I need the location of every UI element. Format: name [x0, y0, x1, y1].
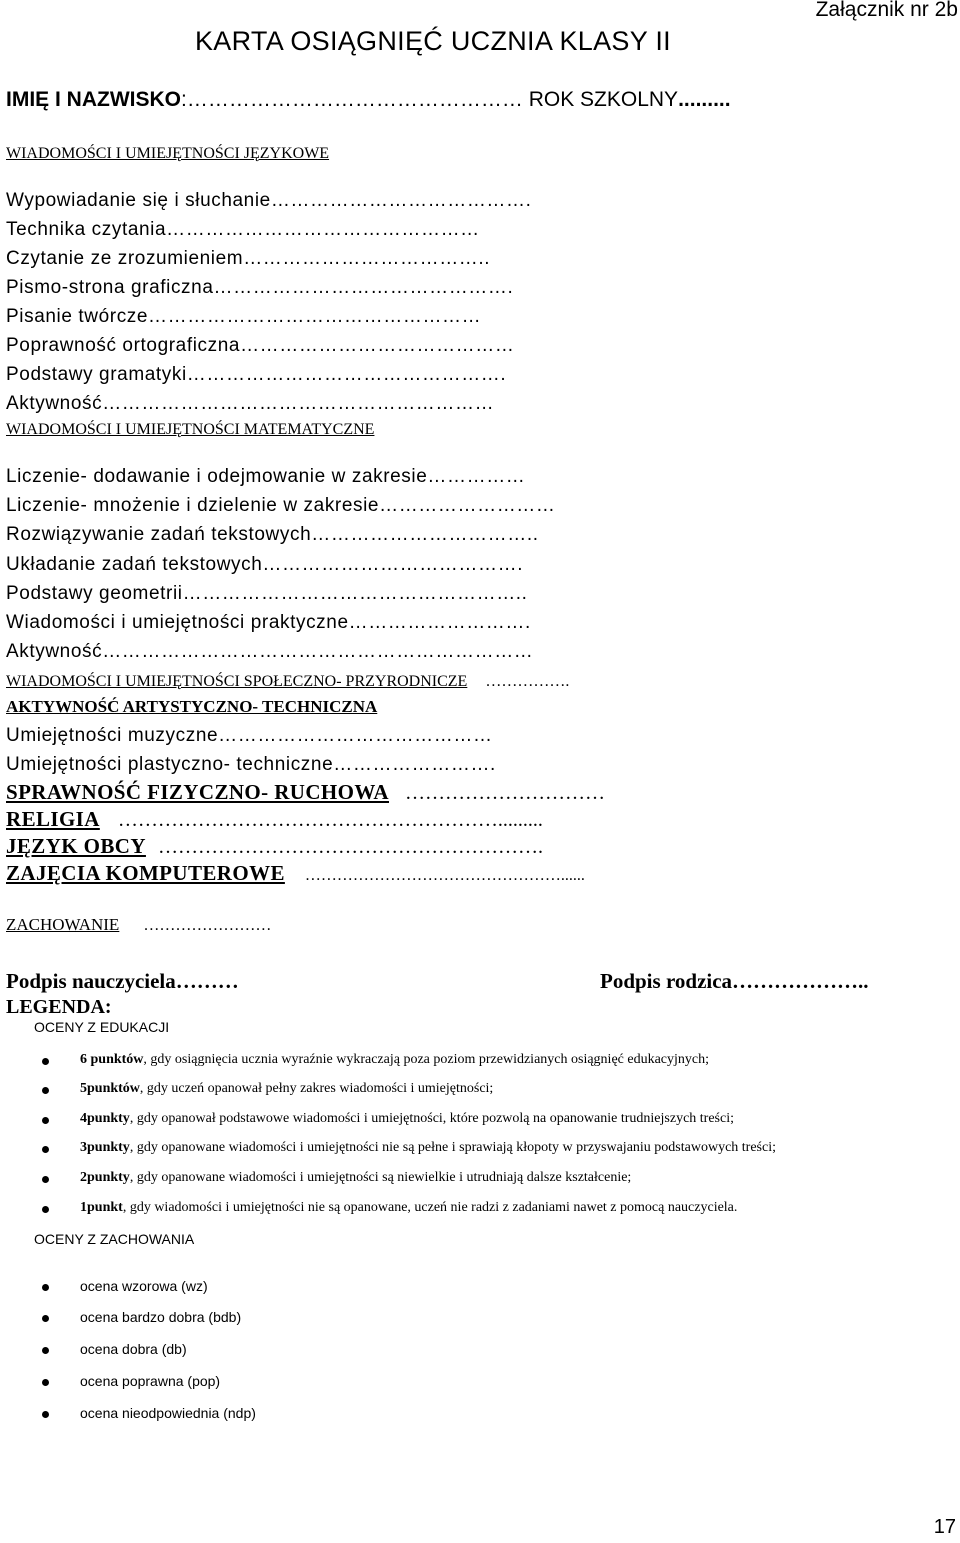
- bullet-icon: [42, 1379, 49, 1386]
- edu-grades-list: [42, 1052, 942, 1227]
- grade-description: , gdy opanowane wiadomości i umiejętności nie są pełne i sprawiają kłopoty w przyswajaniu podstawowych treści;: [129, 1140, 776, 1155]
- year-field[interactable]: .........: [678, 88, 731, 111]
- social-row: [6, 673, 569, 691]
- pe-field[interactable]: …………………………: [405, 782, 605, 804]
- grade-description: , gdy osiągnięcia ucznia wyraźnie wykraczają poza poziom przewidzianych osiągnięć edukacyjnych;: [143, 1052, 710, 1067]
- grade-points: 2punkty: [80, 1170, 130, 1185]
- year-label: ROK SZKOLNY: [528, 88, 679, 111]
- math-item[interactable]: Wiadomości i umiejętności praktyczne……………………….: [6, 612, 531, 633]
- language-item[interactable]: Podstawy gramatyki………………………………………….: [6, 364, 507, 385]
- math-item[interactable]: Liczenie- mnożenie i dzielenie w zakresie………………………: [6, 495, 556, 516]
- behavior-label: ZACHOWANIE: [6, 915, 120, 934]
- math-item[interactable]: Układanie zadań tekstowych………………………………….: [6, 554, 524, 575]
- parent-signature[interactable]: Podpis rodzica………………..: [600, 969, 869, 993]
- math-item[interactable]: Podstawy geometrii……………………………………………..: [6, 583, 528, 604]
- behavior-grades-list: [42, 1278, 442, 1428]
- computer-row: [6, 861, 585, 886]
- art-item[interactable]: Umiejętności plastyczno- techniczne…………………….: [6, 754, 496, 775]
- edu-grades-heading: OCENY Z EDUKACJI: [34, 1019, 170, 1035]
- legend-title: LEGENDA:: [6, 996, 112, 1018]
- language-item[interactable]: Czytanie ze zrozumieniem………………………………..: [6, 248, 491, 269]
- grade-points: 1punkt: [80, 1200, 123, 1215]
- page-title: KARTA OSIĄGNIĘĆ UCZNIA KLASY II: [195, 26, 671, 56]
- bullet-icon: [42, 1176, 49, 1183]
- computer-field[interactable]: …………………………………………......: [304, 867, 585, 884]
- grade-points: 4punkty: [80, 1111, 130, 1126]
- language-item[interactable]: Poprawność ortograficzna……………………………………: [6, 335, 515, 356]
- math-item[interactable]: Aktywność…………………………………………………………: [6, 641, 534, 662]
- bullet-icon: [42, 1347, 49, 1354]
- math-item[interactable]: Liczenie- dodawanie i odejmowanie w zakresie……………: [6, 466, 526, 487]
- section-heading-social: WIADOMOŚCI I UMIEJĘTNOŚCI SPOŁECZNO- PRZYRODNICZE: [6, 673, 468, 690]
- pe-label: SPRAWNOŚĆ FIZYCZNO- RUCHOWA: [6, 780, 389, 804]
- language-item[interactable]: Technika czytania…………………………………………: [6, 219, 480, 240]
- foreign-language-label: JĘZYK OBCY: [6, 834, 146, 858]
- grade-description: , gdy wiadomości i umiejętności nie są opanowane, uczeń nie radzi z zadaniami nawet z pomocą nauczyciela.: [122, 1200, 738, 1215]
- bullet-icon: [42, 1284, 49, 1291]
- foreign-language-row: [6, 834, 543, 859]
- section-heading-language: WIADOMOŚCI I UMIEJĘTNOŚCI JĘZYKOWE: [6, 145, 330, 162]
- social-field[interactable]: …………….: [485, 673, 570, 690]
- grade-points: 6 punktów: [80, 1052, 144, 1067]
- language-item[interactable]: Aktywność……………………………………………………: [6, 393, 495, 414]
- foreign-language-field[interactable]: ………………………………………………….: [157, 836, 543, 858]
- section-heading-math: WIADOMOŚCI I UMIEJĘTNOŚCI MATEMATYCZNE: [6, 421, 375, 438]
- grade-description: , gdy uczeń opanował pełny zakres wiadomości i umiejętności;: [139, 1081, 494, 1096]
- computer-label: ZAJĘCIA KOMPUTEROWE: [6, 861, 285, 885]
- religion-field[interactable]: ………………………………………………….........: [117, 809, 543, 831]
- behavior-row: [6, 915, 271, 935]
- behavior-grade: ocena wzorowa (wz): [80, 1278, 208, 1294]
- math-item[interactable]: Rozwiązywanie zadań tekstowych……………………………..: [6, 524, 539, 545]
- name-row: [6, 88, 731, 112]
- pe-row: [6, 780, 605, 805]
- language-item[interactable]: Pisanie twórcze……………………………………………: [6, 306, 482, 327]
- behavior-grade: ocena nieodpowiednia (ndp): [80, 1405, 256, 1421]
- behavior-grade: ocena dobra (db): [80, 1341, 187, 1357]
- behavior-grades-heading: OCENY Z ZACHOWANIA: [34, 1231, 195, 1247]
- name-field[interactable]: :…………………………………………: [181, 88, 523, 111]
- grade-description: , gdy opanowane wiadomości i umiejętności są niewielkie i utrudniają dalsze kształcenie;: [129, 1170, 632, 1185]
- bullet-icon: [42, 1315, 49, 1322]
- bullet-icon: [42, 1058, 49, 1065]
- behavior-grade: ocena poprawna (pop): [80, 1373, 221, 1389]
- religion-label: RELIGIA: [6, 807, 100, 831]
- grade-description: , gdy opanował podstawowe wiadomości i umiejętności, które pozwolą na opanowanie trudniejszych treści;: [129, 1111, 734, 1126]
- language-item[interactable]: Pismo-strona graficzna……………………………………….: [6, 277, 514, 298]
- annex-label: Załącznik nr 2b: [815, 0, 958, 21]
- page-number: 17: [933, 1516, 956, 1538]
- bullet-icon: [42, 1087, 49, 1094]
- language-item[interactable]: Wypowiadanie się i słuchanie………………………………….: [6, 190, 532, 211]
- name-label: IMIĘ I NAZWISKO: [6, 88, 181, 111]
- bullet-icon: [42, 1206, 49, 1213]
- bullet-icon: [42, 1146, 49, 1153]
- grade-points: 5punktów: [80, 1081, 140, 1096]
- grade-points: 3punkty: [80, 1140, 130, 1155]
- religion-row: [6, 807, 543, 832]
- art-item[interactable]: Umiejętności muzyczne……………………………………: [6, 725, 493, 746]
- behavior-field[interactable]: ……………………: [143, 917, 272, 934]
- bullet-icon: [42, 1117, 49, 1124]
- section-heading-art: AKTYWNOŚĆ ARTYSTYCZNO- TECHNICZNA: [6, 697, 378, 716]
- bullet-icon: [42, 1411, 49, 1418]
- teacher-signature[interactable]: Podpis nauczyciela………: [6, 969, 239, 993]
- behavior-grade: ocena bardzo dobra (bdb): [80, 1309, 242, 1325]
